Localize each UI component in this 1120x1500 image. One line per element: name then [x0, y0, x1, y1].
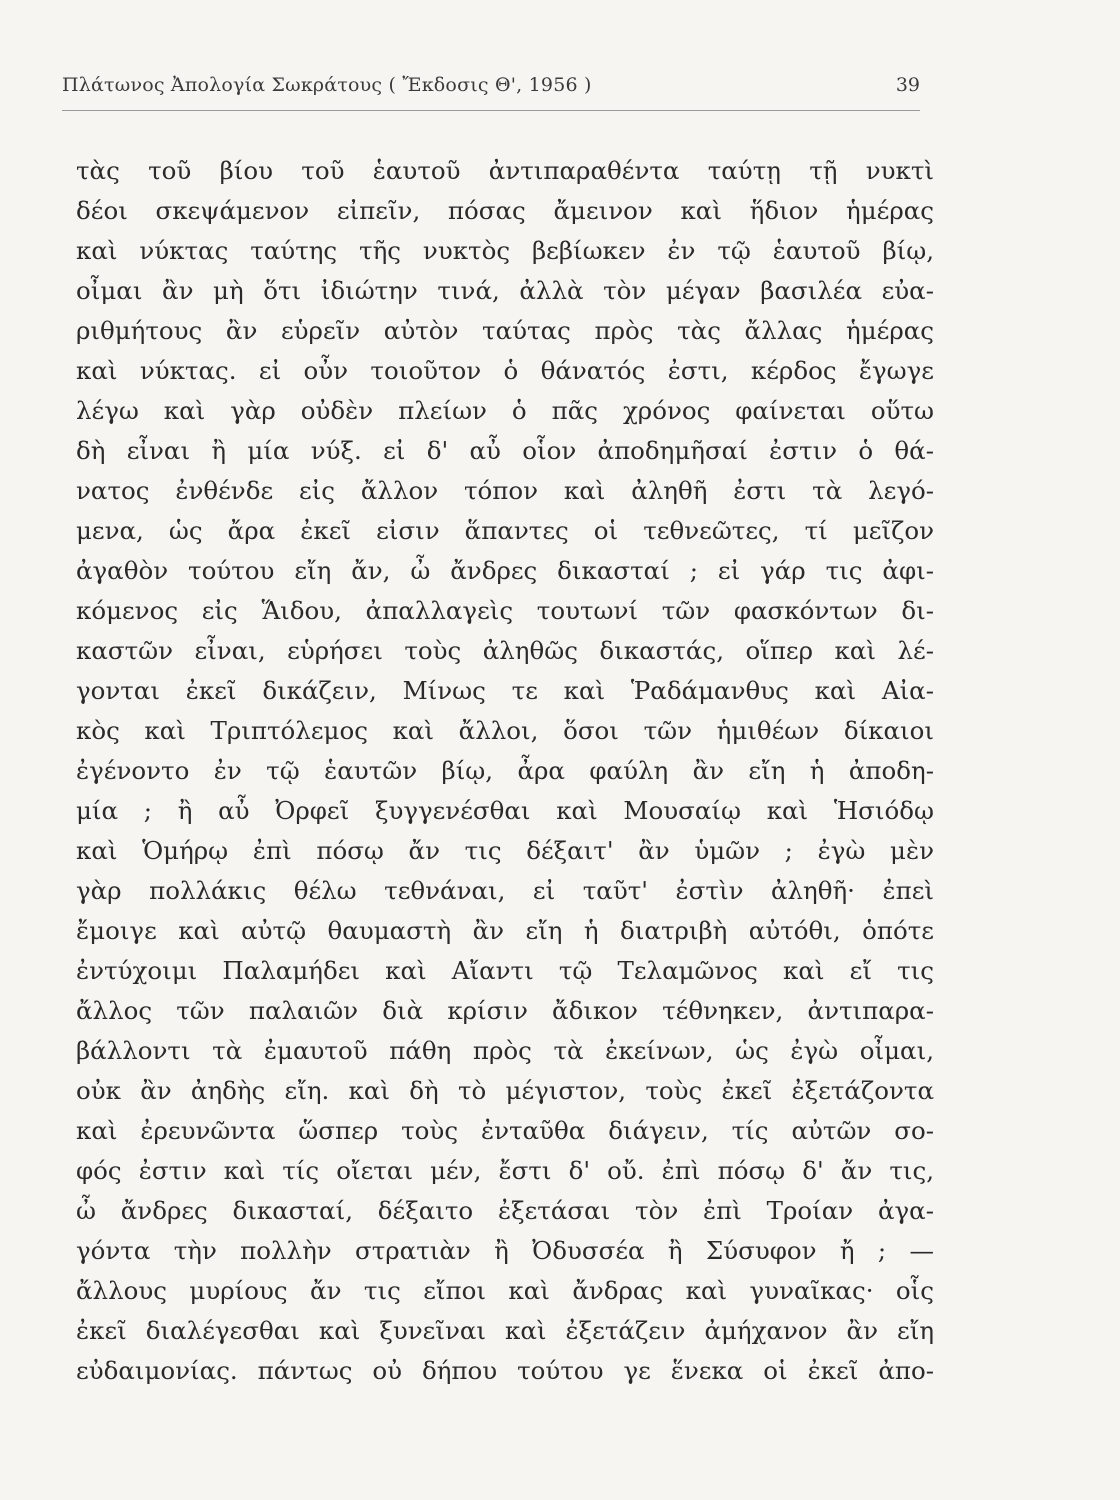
text-line: βάλλοντι τὰ ἐμαυτοῦ πάθη πρὸς τὰ ἐκείνων, ὡς ἐγὼ οἶμαι, [76, 1036, 934, 1065]
text-line: καὶ νύκτας ταύτης τῆς νυκτὸς βεβίωκεν ἐν τῷ ἑαυτοῦ βίῳ, [76, 236, 934, 265]
text-line: λέγω καὶ γὰρ οὐδὲν πλείων ὁ πᾶς χρόνος φαίνεται οὕτω [76, 396, 934, 425]
text-line: φός ἐστιν καὶ τίς οἴεται μέν, ἔστι δ' οὔ. ἐπὶ πόσῳ δ' ἄν τις, [76, 1156, 934, 1185]
text-line: οἶμαι ἂν μὴ ὅτι ἰδιώτην τινά, ἀλλὰ τὸν μέγαν βασιλέα εὐα- [76, 276, 934, 305]
text-line: κόμενος εἰς Ἅιδου, ἀπαλλαγεὶς τουτωνί τῶν φασκόντων δι- [76, 596, 934, 625]
header-rule [62, 110, 920, 111]
text-line: κὸς καὶ Τριπτόλεμος καὶ ἄλλοι, ὅσοι τῶν ἡμιθέων δίκαιοι [76, 716, 934, 745]
text-line: νατος ἐνθένδε εἰς ἄλλον τόπον καὶ ἀληθῆ ἐστι τὰ λεγό- [76, 476, 934, 505]
text-line: μία ; ἢ αὖ Ὀρφεῖ ξυγγενέσθαι καὶ Μουσαίῳ καὶ Ἡσιόδῳ [76, 796, 934, 825]
running-head: Πλάτωνος Ἀπολογία Σωκράτους ( Ἔκδοσις Θ', 1956 ) [62, 74, 592, 96]
text-line: ἐκεῖ διαλέγεσθαι καὶ ξυνεῖναι καὶ ἐξετάζειν ἀμήχανον ἂν εἴη [76, 1316, 934, 1345]
text-line: μενα, ὡς ἄρα ἐκεῖ εἰσιν ἅπαντες οἱ τεθνεῶτες, τί μεῖζον [76, 516, 934, 545]
page-header [62, 70, 920, 102]
text-line: δὴ εἶναι ἢ μία νύξ. εἰ δ' αὖ οἷον ἀποδημῆσαί ἐστιν ὁ θά- [76, 436, 934, 465]
text-line: ὦ ἄνδρες δικασταί, δέξαιτο ἐξετάσαι τὸν ἐπὶ Τροίαν ἀγα- [76, 1196, 934, 1225]
text-line: οὐκ ἂν ἀηδὴς εἴη. καὶ δὴ τὸ μέγιστον, τοὺς ἐκεῖ ἐξετάζοντα [76, 1076, 934, 1105]
text-line: ἐντύχοιμι Παλαμήδει καὶ Αἴαντι τῷ Τελαμῶνος καὶ εἴ τις [76, 956, 934, 985]
text-line: γόντα τὴν πολλὴν στρατιὰν ἢ Ὀδυσσέα ἢ Σύσυφον ἤ ; — [76, 1236, 934, 1265]
text-line: καὶ ἐρευνῶντα ὥσπερ τοὺς ἐνταῦθα διάγειν, τίς αὐτῶν σο- [76, 1116, 934, 1145]
text-line: καὶ Ὁμήρῳ ἐπὶ πόσῳ ἄν τις δέξαιτ' ἂν ὑμῶν ; ἐγὼ μὲν [76, 836, 934, 865]
text-line: δέοι σκεψάμενον εἰπεῖν, πόσας ἄμεινον καὶ ἥδιον ἡμέρας [76, 196, 934, 225]
page-number: 39 [895, 74, 920, 96]
text-line: ἄλλος τῶν παλαιῶν διὰ κρίσιν ἄδικον τέθνηκεν, ἀντιπαρα- [76, 996, 934, 1025]
text-line: ἐγένοντο ἐν τῷ ἑαυτῶν βίῳ, ἆρα φαύλη ἂν εἴη ἡ ἀποδη- [76, 756, 934, 785]
text-line: γὰρ πολλάκις θέλω τεθνάναι, εἰ ταῦτ' ἐστὶν ἀληθῆ· ἐπεὶ [76, 876, 934, 905]
text-line: καὶ νύκτας. εἰ οὖν τοιοῦτον ὁ θάνατός ἐστι, κέρδος ἔγωγε [76, 356, 934, 385]
text-line: ἄλλους μυρίους ἄν τις εἴποι καὶ ἄνδρας καὶ γυναῖκας· οἷς [76, 1276, 934, 1305]
text-line: ἔμοιγε καὶ αὐτῷ θαυμαστὴ ἂν εἴη ἡ διατριβὴ αὐτόθι, ὁπότε [76, 916, 934, 945]
text-line: εὐδαιμονίας. πάντως οὐ δήπου τούτου γε ἕνεκα οἱ ἐκεῖ ἀπο- [76, 1356, 934, 1385]
text-line: γονται ἐκεῖ δικάζειν, Μίνως τε καὶ Ῥαδάμανθυς καὶ Αἰα- [76, 676, 934, 705]
text-line: ριθμήτους ἂν εὑρεῖν αὐτὸν ταύτας πρὸς τὰς ἄλλας ἡμέρας [76, 316, 934, 345]
text-line: καστῶν εἶναι, εὑρήσει τοὺς ἀληθῶς δικαστάς, οἵπερ καὶ λέ- [76, 636, 934, 665]
text-line: ἀγαθὸν τούτου εἴη ἄν, ὦ ἄνδρες δικασταί ; εἰ γάρ τις ἀφι- [76, 556, 934, 585]
text-line: τὰς τοῦ βίου τοῦ ἑαυτοῦ ἀντιπαραθέντα ταύτῃ τῇ νυκτὶ [76, 156, 934, 185]
